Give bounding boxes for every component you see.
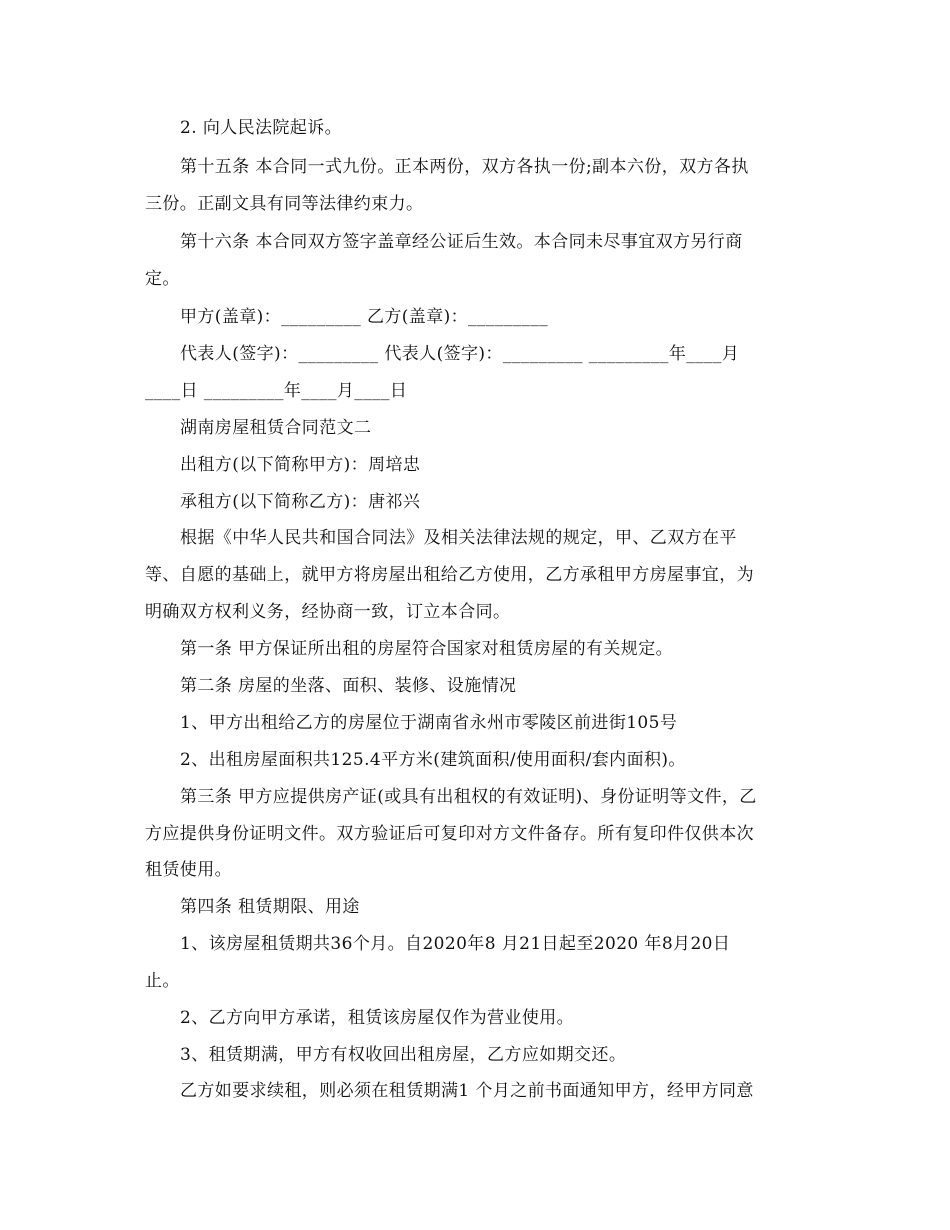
text-line: 定。: [145, 269, 180, 289]
text-line: 止。: [145, 971, 180, 991]
text-line: 第十六条 本合同双方签字盖章经公证后生效。本合同未尽事宜双方另行商: [180, 232, 743, 252]
text-line: 乙方如要求续租，则必须在租赁期满1 个月之前书面通知甲方，经甲方同意: [180, 1081, 754, 1101]
signature-line: 代表人(签字)：_________ 代表人(签字)：_________ _________年____月: [180, 344, 740, 364]
text-line: 1、甲方出租给乙方的房屋位于湖南省永州市零陵区前进街105号: [180, 713, 678, 733]
date-line: ____日 _________年____月____日: [145, 381, 408, 401]
text-line: 第二条 房屋的坐落、面积、装修、设施情况: [180, 676, 517, 696]
text-line: 2. 向人民法院起诉。: [180, 118, 343, 138]
text-line: 承租方(以下简称乙方)：唐祁兴: [180, 492, 421, 512]
text-line: 出租方(以下简称甲方)：周培忠: [180, 455, 421, 475]
signature-line: 甲方(盖章)：_________ 乙方(盖章)：_________: [180, 307, 549, 327]
text-line: 1、该房屋租赁期共36个月。自2020年8 月21日起至2020 年8月20日: [180, 934, 731, 954]
text-line: 第一条 甲方保证所出租的房屋符合国家对租赁房屋的有关规定。: [180, 639, 674, 659]
text-line: 根据《中华人民共和国合同法》及相关法律法规的规定，甲、乙双方在平: [180, 528, 737, 548]
section-title: 湖南房屋租赁合同范文二: [180, 418, 372, 438]
text-line: 三份。正副文具有同等法律约束力。: [145, 194, 424, 214]
text-line: 第三条 甲方应提供房产证(或具有出租权的有效证明)、身份证明等文件，乙: [180, 787, 757, 807]
text-line: 2、出租房屋面积共125.4平方米(建筑面积/使用面积/套内面积)。: [180, 750, 686, 770]
text-line: 明确双方权利义务，经协商一致，订立本合同。: [145, 602, 511, 622]
text-line: 方应提供身份证明文件。双方验证后可复印对方文件备存。所有复印件仅供本次: [145, 824, 754, 844]
text-line: 3、租赁期满，甲方有权收回出租房屋，乙方应如期交还。: [180, 1045, 627, 1065]
text-line: 第四条 租赁期限、用途: [180, 897, 360, 917]
text-line: 2、乙方向甲方承诺，租赁该房屋仅作为营业使用。: [180, 1008, 575, 1028]
text-line: 等、自愿的基础上，就甲方将房屋出租给乙方使用，乙方承租甲方房屋事宜，为: [145, 565, 754, 585]
text-line: 租赁使用。: [145, 860, 232, 880]
text-line: 第十五条 本合同一式九份。正本两份，双方各执一份;副本六份，双方各执: [180, 157, 749, 177]
